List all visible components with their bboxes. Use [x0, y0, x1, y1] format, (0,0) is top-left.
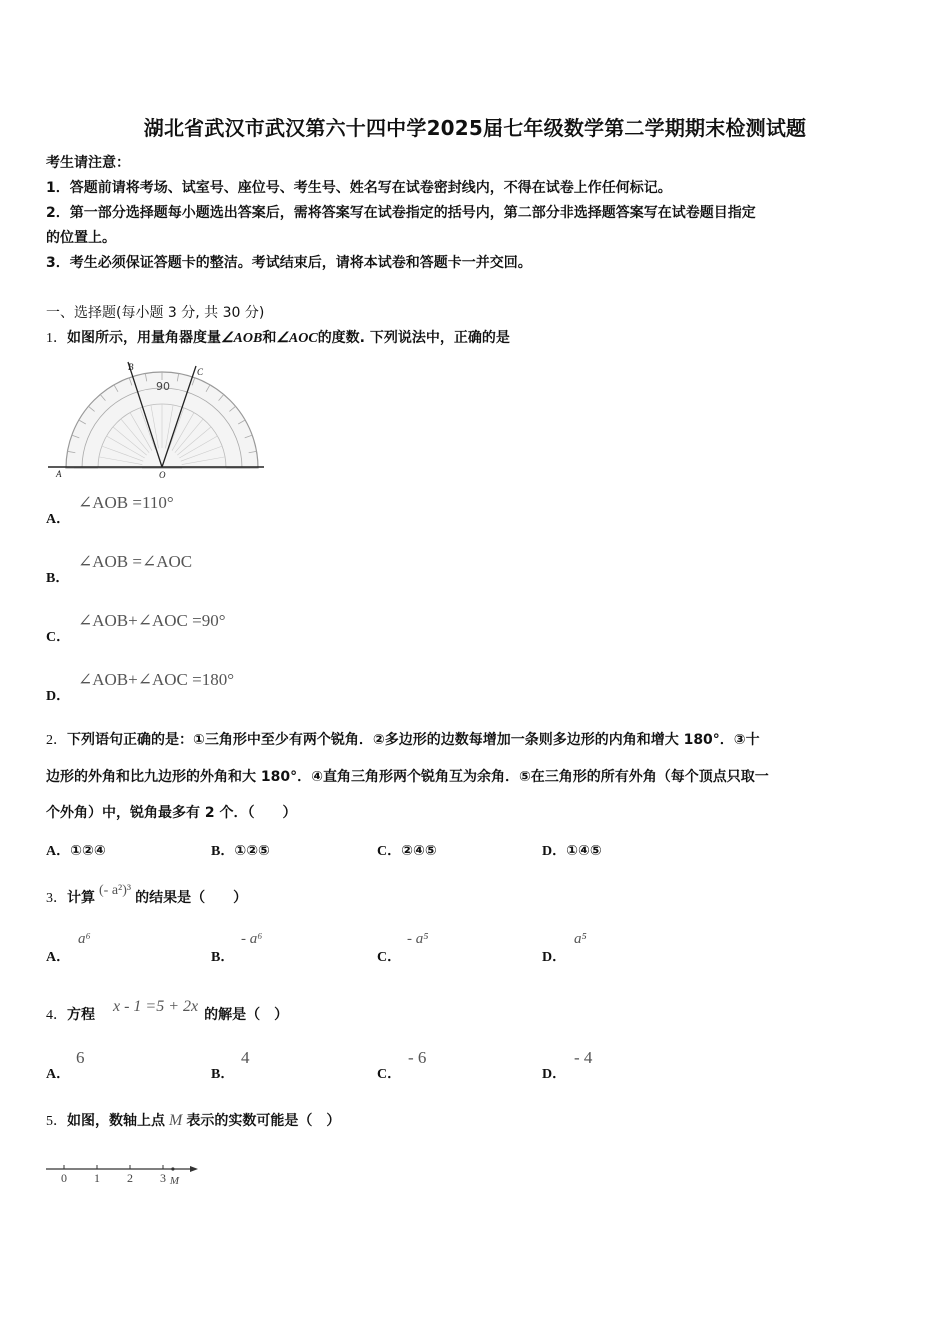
point-m — [171, 1167, 174, 1170]
option-c[interactable]: - a⁵ — [407, 931, 429, 947]
option-c[interactable]: ∠AOB+∠AOC =90° — [78, 611, 226, 630]
section-heading: 一、选择题(每小题 3 分, 共 30 分) — [46, 305, 265, 321]
page-title: 湖北省武汉市武汉第六十四中学2025届七年级数学第二学期期末检测试题 — [143, 116, 807, 140]
protractor-reading: 90 — [156, 380, 170, 393]
option-c[interactable]: - 6 — [408, 1048, 427, 1067]
option-a[interactable]: a⁶ — [78, 931, 91, 947]
question-number: 1． — [46, 331, 67, 346]
question-2-line: 边形的外角和比九边形的外角和大 180°．④直角三角形两个锐角互为余角．⑤在三角形的所有外角（每个顶点只取一 — [46, 769, 769, 785]
point-label-o: O — [159, 470, 166, 480]
point-label-b: B — [128, 362, 134, 372]
option-d[interactable]: - 4 — [574, 1048, 593, 1067]
option-c-label: C． — [377, 1067, 402, 1082]
notice-item: 2．第一部分选择题每小题选出答案后，需将答案写在试卷指定的括号内，第二部分非选择题答案写在试卷题目指定 — [46, 205, 756, 221]
option-a[interactable]: ∠AOB =110° — [78, 493, 174, 512]
point-m-label: M — [169, 1175, 180, 1187]
question-1-stem: 1．如图所示，用量角器度量∠AOB和∠AOC的度数. 下列说法中，正确的是 — [46, 330, 510, 346]
question-3-stem: 3．计算 (- a²)³ 的结果是（ ） — [46, 883, 248, 906]
option-a-label: A． — [46, 950, 71, 965]
option-b[interactable]: ∠AOB =∠AOC — [78, 552, 193, 571]
option-a[interactable]: A．①②④ — [46, 843, 106, 859]
axis-tick-label: 2 — [127, 1171, 133, 1185]
question-2-line: 2．下列语句正确的是：①三角形中至少有两个锐角．②多边形的边数每增加一条则多边形的内角和增大 180°．③十 — [46, 732, 760, 748]
notice-heading: 考生请注意： — [46, 155, 130, 171]
question-2-stem — [46, 722, 916, 831]
notice-item: 的位置上。 — [46, 230, 116, 246]
option-a-label: A． — [46, 1067, 71, 1082]
option-d-label: D． — [542, 1067, 567, 1082]
option-a[interactable]: 6 — [76, 1048, 85, 1067]
option-d-label: D． — [542, 950, 567, 965]
option-b-label: B． — [46, 571, 70, 586]
option-d[interactable]: a⁵ — [574, 931, 587, 947]
option-b[interactable]: - a⁶ — [241, 931, 263, 947]
expression: (- a²)³ — [99, 883, 132, 898]
equation: x - 1 =5 + 2x — [113, 998, 199, 1015]
option-c[interactable]: C．②④⑤ — [377, 843, 437, 859]
notice-item: 1．答题前请将考场、试室号、座位号、考生号、姓名写在试卷密封线内，不得在试卷上作任何标记。 — [46, 180, 672, 196]
option-d[interactable]: D．①④⑤ — [542, 843, 602, 859]
option-d[interactable]: ∠AOB+∠AOC =180° — [78, 670, 234, 689]
question-4-stem: 4．方程 x - 1 =5 + 2x 的解是（ ） — [46, 998, 289, 1023]
point-label-a: A — [56, 469, 62, 479]
question-2-line: 个外角）中，锐角最多有 2 个．（ ） — [46, 805, 297, 821]
axis-tick-label: 1 — [94, 1171, 100, 1185]
axis-tick-label: 3 — [160, 1171, 166, 1185]
protractor-figure — [46, 356, 266, 480]
option-b-label: B． — [211, 950, 235, 965]
option-c-label: C． — [46, 630, 71, 645]
option-d-label: D． — [46, 689, 71, 704]
option-b[interactable]: B．①②⑤ — [211, 843, 270, 859]
option-a-label: A． — [46, 512, 71, 527]
number-line-figure — [40, 1158, 210, 1188]
option-c-label: C． — [377, 950, 402, 965]
point-label-c: C — [197, 367, 204, 377]
axis-tick-label: 0 — [61, 1171, 67, 1185]
question-5-stem: 5．如图，数轴上点 M 表示的实数可能是（ ） — [46, 1112, 341, 1129]
option-b-label: B． — [211, 1067, 235, 1082]
notice-item: 3．考生必须保证答题卡的整洁。考试结束后，请将本试卷和答题卡一并交回。 — [46, 255, 532, 271]
option-b[interactable]: 4 — [241, 1048, 250, 1067]
